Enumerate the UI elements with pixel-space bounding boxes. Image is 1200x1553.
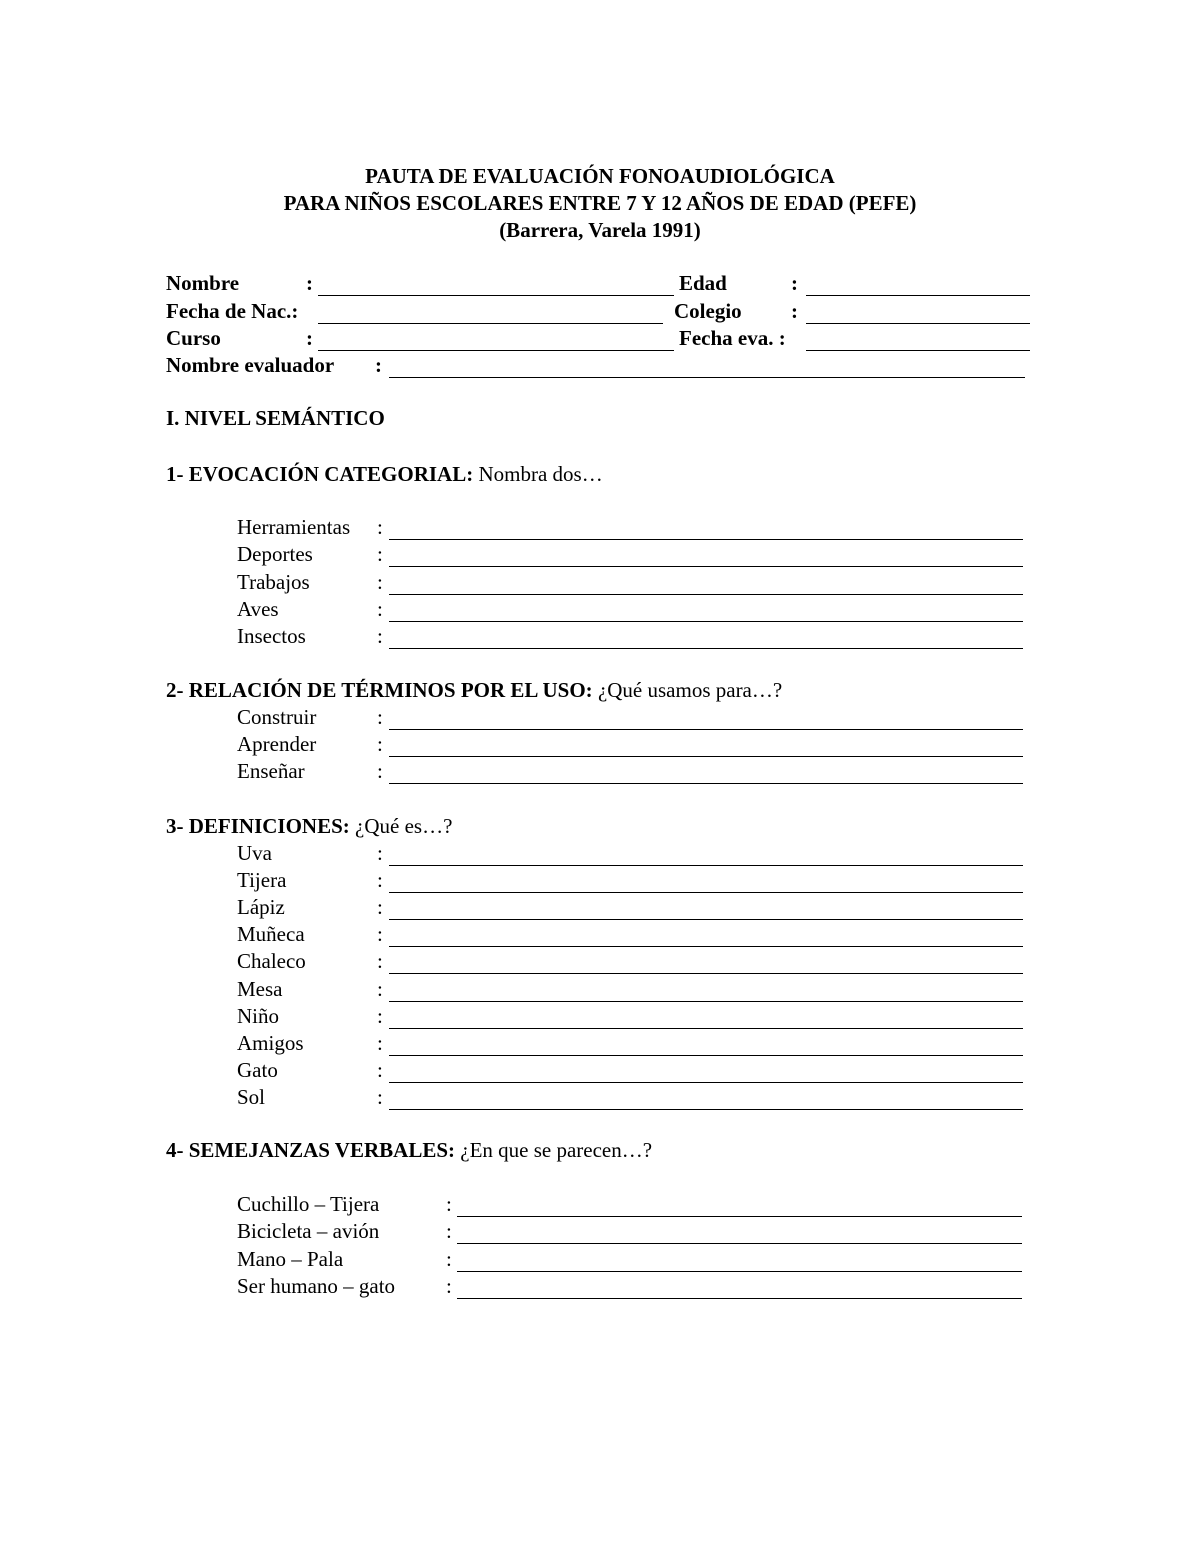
q2-item-colon: : [377, 732, 383, 756]
q3-heading: 3- DEFINICIONES: ¿Qué es…? [166, 814, 453, 838]
q1-item-label: Deportes [237, 542, 313, 567]
q1-item-colon: : [377, 596, 383, 621]
q4-item-label: Mano – Pala [237, 1246, 344, 1271]
q1-item-colon: : [377, 624, 383, 649]
q3-item-label: Tijera [237, 868, 287, 893]
q3-item-label: Mesa [237, 976, 283, 1001]
q4-answer-field[interactable] [457, 1298, 1022, 1299]
q3-item-label: Lápiz [237, 895, 285, 920]
q3-answer-field[interactable] [389, 973, 1023, 974]
nombre-label: Nombre [166, 271, 240, 295]
q2-answer-field[interactable] [389, 729, 1023, 730]
q3-answer-field[interactable] [389, 919, 1023, 920]
q4-answer-field[interactable] [457, 1271, 1022, 1272]
q4-item-label: Bicicleta – avión [237, 1219, 380, 1244]
q3-item-colon: : [377, 1057, 383, 1082]
q3-item-colon: : [377, 1003, 383, 1028]
q3-answer-field[interactable] [389, 1082, 1023, 1083]
q4-item-colon: : [446, 1246, 452, 1271]
q2-item-colon: : [377, 705, 383, 729]
q3-item-colon: : [377, 868, 383, 893]
curso-colon: : [306, 326, 313, 350]
q1-item-label: Trabajos [237, 569, 310, 594]
evaluador-field[interactable] [389, 377, 1025, 378]
q2-item-label: Enseñar [237, 759, 305, 783]
fecha-eva-label: Fecha eva. : [679, 326, 786, 350]
q4-item-colon: : [446, 1192, 452, 1216]
q3-item-colon: : [377, 1030, 383, 1055]
q3-item-colon: : [377, 976, 383, 1001]
q3-answer-field[interactable] [389, 892, 1023, 893]
title-line-1: PAUTA DE EVALUACIÓN FONOAUDIOLÓGICA [365, 164, 835, 188]
nombre-colon: : [306, 271, 313, 295]
q3-answer-field[interactable] [389, 1028, 1023, 1029]
edad-field[interactable] [806, 295, 1030, 296]
colegio-colon: : [791, 299, 798, 323]
q1-answer-field[interactable] [389, 539, 1023, 540]
q1-answer-field[interactable] [389, 621, 1023, 622]
evaluador-colon: : [375, 353, 382, 377]
title-line-3: (Barrera, Varela 1991) [499, 218, 701, 242]
colegio-label: Colegio [674, 299, 742, 323]
q3-item-label: Niño [237, 1003, 279, 1028]
q3-item-label: Sol [237, 1084, 266, 1109]
q3-item-label: Muñeca [237, 922, 305, 947]
curso-field[interactable] [318, 350, 674, 351]
curso-label: Curso [166, 326, 221, 350]
q1-item-colon: : [377, 542, 383, 567]
q1-item-label: Insectos [237, 624, 306, 649]
q4-answer-field[interactable] [457, 1216, 1022, 1217]
q3-answer-field[interactable] [389, 1109, 1023, 1110]
q2-heading: 2- RELACIÓN DE TÉRMINOS POR EL USO: ¿Qué usamos para…? [166, 678, 783, 702]
q4-answer-field[interactable] [457, 1243, 1022, 1244]
q2-answer-field[interactable] [389, 783, 1023, 784]
colegio-field[interactable] [806, 323, 1030, 324]
q4-item-label: Cuchillo – Tijera [237, 1192, 380, 1216]
q3-answer-field[interactable] [389, 1001, 1023, 1002]
q2-item-colon: : [377, 759, 383, 783]
q3-item-colon: : [377, 922, 383, 947]
q3-item-colon: : [377, 949, 383, 974]
q3-item-label: Uva [237, 841, 272, 865]
q3-item-label: Chaleco [237, 949, 306, 974]
q3-item-label: Amigos [237, 1030, 304, 1055]
title-line-2: PARA NIÑOS ESCOLARES ENTRE 7 Y 12 AÑOS DE EDAD (PEFE) [283, 191, 917, 215]
q3-answer-field[interactable] [389, 946, 1023, 947]
q4-heading: 4- SEMEJANZAS VERBALES: ¿En que se parecen…? [166, 1138, 653, 1162]
q1-item-colon: : [377, 515, 383, 539]
edad-label: Edad [679, 271, 727, 295]
fecha-nac-label: Fecha de Nac.: [166, 299, 299, 323]
fecha-eva-field[interactable] [806, 350, 1030, 351]
fecha-nac-field[interactable] [318, 323, 663, 324]
nombre-field[interactable] [318, 295, 674, 296]
q1-answer-field[interactable] [389, 594, 1023, 595]
q1-answer-field[interactable] [389, 648, 1023, 649]
q2-item-label: Aprender [237, 732, 317, 756]
q4-item-colon: : [446, 1219, 452, 1244]
q1-heading: 1- EVOCACIÓN CATEGORIAL: Nombra dos… [166, 462, 603, 486]
q1-item-label: Aves [237, 596, 279, 621]
q4-item-colon: : [446, 1273, 452, 1298]
q4-item-label: Ser humano – gato [237, 1273, 396, 1298]
q1-answer-field[interactable] [389, 566, 1023, 567]
q3-answer-field[interactable] [389, 865, 1023, 866]
q1-item-colon: : [377, 569, 383, 594]
q2-item-label: Construir [237, 705, 317, 729]
edad-colon: : [791, 271, 798, 295]
q3-item-colon: : [377, 895, 383, 920]
evaluador-label: Nombre evaluador [166, 353, 335, 377]
q3-item-label: Gato [237, 1057, 278, 1082]
q3-item-colon: : [377, 1084, 383, 1109]
q1-item-label: Herramientas [237, 515, 351, 539]
section-heading: I. NIVEL SEMÁNTICO [166, 406, 385, 430]
q2-answer-field[interactable] [389, 756, 1023, 757]
q3-answer-field[interactable] [389, 1055, 1023, 1056]
q3-item-colon: : [377, 841, 383, 865]
